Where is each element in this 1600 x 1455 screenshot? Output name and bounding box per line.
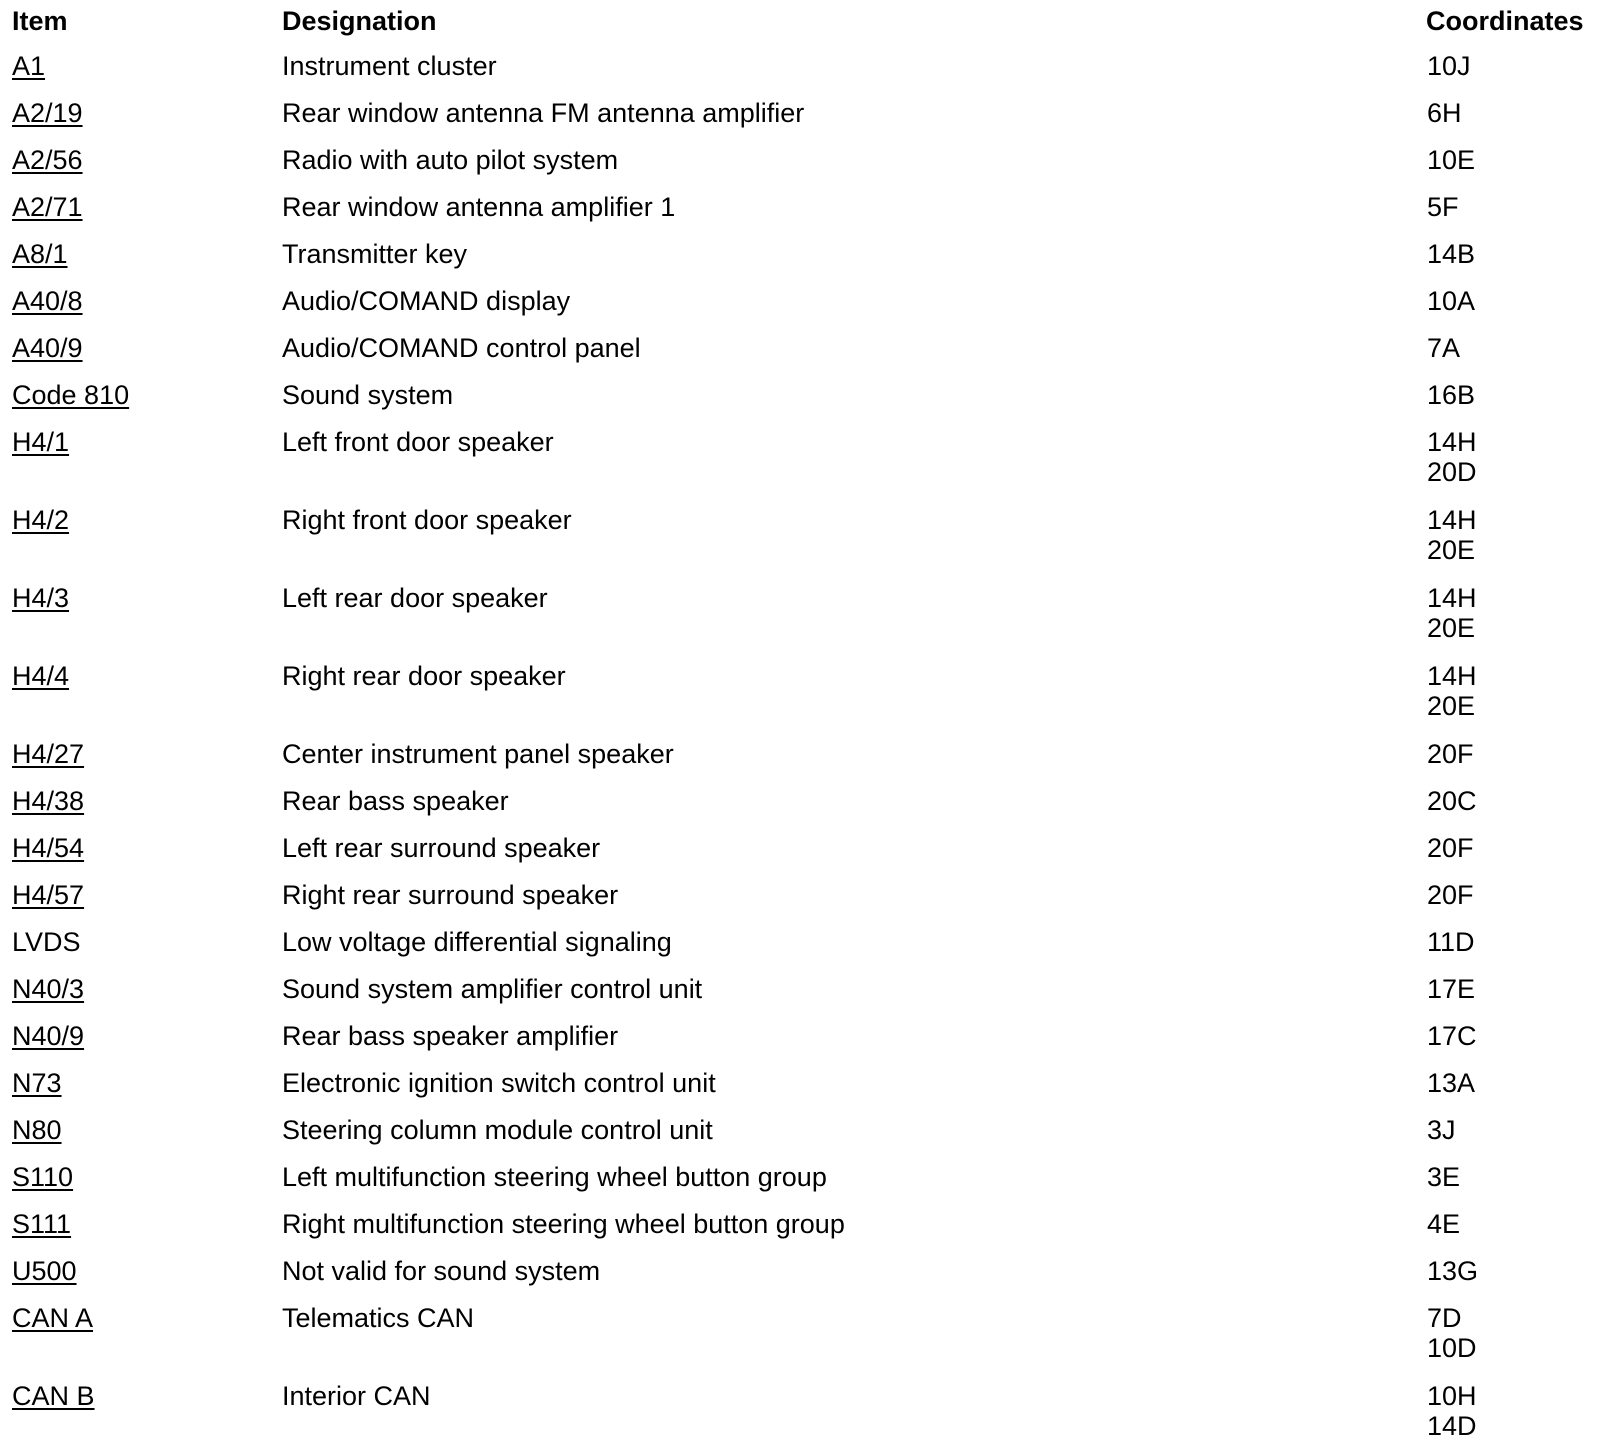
coordinates-cell [1427,427,1477,487]
coordinate-value: 20E [1427,613,1476,643]
table-row [0,376,1600,423]
designation-text: Sound system amplifier control unit [282,974,703,1004]
coordinate-value: 5F [1427,192,1459,222]
coordinates-cell [1427,380,1475,410]
header-coordinates: Coordinates [1426,6,1584,36]
header-designation: Designation [282,6,437,36]
coordinate-value: 20F [1427,833,1474,863]
item-link[interactable]: CAN B [12,1381,95,1411]
designation-text: Audio/COMAND display [282,286,571,316]
coordinate-value: 20E [1427,691,1476,721]
table-row [0,735,1600,782]
coordinates-cell [1427,98,1462,128]
table-row [0,1205,1600,1252]
coordinate-value: 10A [1427,286,1476,316]
table-row [0,970,1600,1017]
designation-text: Center instrument panel speaker [282,739,674,769]
table-row [0,1158,1600,1205]
table-row [0,1111,1600,1158]
table-row [0,1017,1600,1064]
coordinate-value: 20F [1427,739,1474,769]
designation-text: Low voltage differential signaling [282,927,672,957]
coordinates-cell [1427,974,1475,1004]
item-link[interactable]: N80 [12,1115,62,1145]
designation-text: Electronic ignition switch control unit [282,1068,716,1098]
coordinates-cell [1427,1209,1460,1239]
header-row [0,0,1600,47]
coordinate-value: 14B [1427,239,1476,269]
coordinates-cell [1427,661,1477,721]
coordinate-value: 10J [1427,51,1471,81]
table-row [0,876,1600,923]
table-body [0,47,1600,1455]
designation-text: Radio with auto pilot system [282,145,619,175]
coordinates-cell [1427,1068,1475,1098]
table-row [0,1299,1600,1377]
designation-text: Right rear surround speaker [282,880,619,910]
coordinate-value: 14H [1427,505,1477,535]
coordinates-cell [1427,1381,1477,1441]
designation-text: Rear bass speaker [282,786,509,816]
table-row [0,1064,1600,1111]
table-row [0,657,1600,735]
item-link[interactable]: H4/38 [12,786,85,816]
coordinate-value: 10H [1427,1381,1477,1411]
table-row [0,829,1600,876]
designation-text: Left rear door speaker [282,583,548,613]
coordinate-value: 14H [1427,583,1477,613]
table-row [0,782,1600,829]
coordinate-value: 20C [1427,786,1477,816]
designation-text: Right multifunction steering wheel button group [282,1209,845,1239]
coordinates-cell [1427,880,1474,910]
item-link[interactable]: H4/2 [12,505,70,535]
coordinate-value: 14D [1427,1411,1477,1441]
table-row [0,188,1600,235]
coordinates-cell [1427,286,1475,316]
coordinate-value: 13A [1427,1068,1476,1098]
designation-text: Left multifunction steering wheel button group [282,1162,827,1192]
coordinate-value: 6H [1427,98,1462,128]
item-link[interactable]: A8/1 [12,239,68,269]
item-link[interactable]: CAN A [12,1303,94,1333]
coordinates-cell [1427,739,1474,769]
item-link[interactable]: A40/9 [12,333,83,363]
coordinate-value: 14H [1427,427,1477,457]
coordinates-cell [1427,145,1475,175]
designation-text: Right front door speaker [282,505,572,535]
coordinates-cell [1427,505,1477,565]
item-link[interactable]: Code 810 [12,380,130,410]
coordinates-cell [1427,583,1477,643]
coordinates-cell [1427,192,1459,222]
coordinates-cell [1427,1162,1460,1192]
table-row [0,282,1600,329]
coordinate-value: 3E [1427,1162,1461,1192]
coordinates-cell [1427,927,1475,957]
coordinate-value: 10E [1427,145,1476,175]
item-link[interactable]: N73 [12,1068,62,1098]
table-row [0,94,1600,141]
designation-text: Left front door speaker [282,427,554,457]
designation-text: Right rear door speaker [282,661,566,691]
table-row [0,141,1600,188]
designation-text: Instrument cluster [282,51,497,81]
coordinate-value: 16B [1427,380,1476,410]
coordinate-value: 13G [1427,1256,1479,1286]
coordinates-cell [1427,1115,1456,1145]
item-link[interactable]: H4/54 [12,833,85,863]
coordinate-value: 10D [1427,1333,1477,1363]
table-row [0,235,1600,282]
table-row [0,1252,1600,1299]
coordinate-value: 17E [1427,974,1476,1004]
coordinates-cell [1427,1303,1477,1363]
coordinates-cell [1427,333,1460,363]
coordinates-cell [1427,1021,1477,1051]
table-row [0,329,1600,376]
item-link[interactable]: U500 [12,1256,77,1286]
item-link[interactable]: S110 [12,1162,74,1192]
coordinates-cell [1427,833,1474,863]
item-link[interactable]: H4/4 [12,661,70,691]
item-link[interactable]: H4/3 [12,583,70,613]
table-row [0,1377,1600,1455]
coordinate-value: 20E [1427,535,1476,565]
coordinate-value: 7A [1427,333,1461,363]
coordinates-cell [1427,786,1477,816]
item-link[interactable]: A1 [12,51,46,81]
table-row [0,923,1600,970]
designation-text: Rear bass speaker amplifier [282,1021,619,1051]
designation-text: Steering column module control unit [282,1115,713,1145]
item-link[interactable]: H4/1 [12,427,70,457]
coordinate-value: 7D [1427,1303,1462,1333]
coordinate-value: 14H [1427,661,1477,691]
item-link[interactable]: N40/9 [12,1021,85,1051]
item-label: LVDS [12,927,81,957]
item-link[interactable]: A40/8 [12,286,83,316]
item-link[interactable]: A2/71 [12,192,83,222]
coordinate-value: 20D [1427,457,1477,487]
coordinates-cell [1427,51,1471,81]
designation-text: Not valid for sound system [282,1256,601,1286]
coordinates-cell [1427,239,1475,269]
coordinate-value: 4E [1427,1209,1461,1239]
table-row [0,47,1600,94]
designation-text: Rear window antenna FM antenna amplifier [282,98,805,128]
item-link[interactable]: N40/3 [12,974,85,1004]
coordinate-value: 3J [1427,1115,1456,1145]
designation-text: Telematics CAN [282,1303,475,1333]
item-link[interactable]: H4/27 [12,739,85,769]
coordinate-value: 20F [1427,880,1474,910]
coordinate-value: 17C [1427,1021,1477,1051]
coordinates-cell [1427,1256,1478,1286]
item-link[interactable]: A2/56 [12,145,83,175]
item-link[interactable]: S111 [12,1209,72,1239]
header-item: Item [12,6,68,36]
designation-text: Transmitter key [282,239,468,269]
table-row [0,579,1600,657]
item-link[interactable]: A2/19 [12,98,83,128]
item-link[interactable]: H4/57 [12,880,85,910]
table-row [0,501,1600,579]
table-row [0,423,1600,501]
coordinate-value: 11D [1427,927,1475,957]
designation-text: Audio/COMAND control panel [282,333,641,363]
designation-text: Sound system [282,380,454,410]
designation-text: Interior CAN [282,1381,431,1411]
designation-text: Left rear surround speaker [282,833,601,863]
designation-text: Rear window antenna amplifier 1 [282,192,676,222]
